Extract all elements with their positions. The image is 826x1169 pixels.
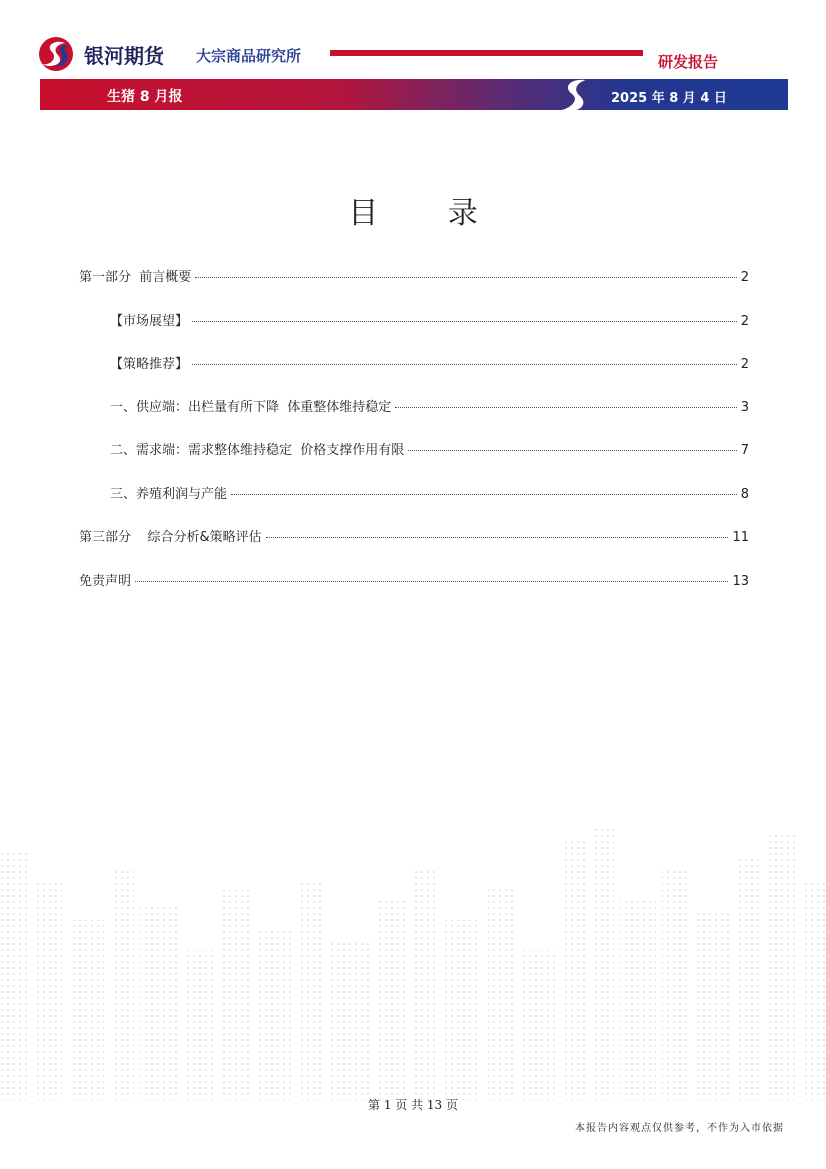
toc-entry[interactable] bbox=[110, 396, 749, 416]
toc-entry-label: 第一部分 前言概要 bbox=[79, 270, 192, 285]
toc-entry-page: 2 bbox=[740, 314, 749, 329]
toc-leader-dots bbox=[266, 537, 729, 538]
toc-leader-dots bbox=[135, 581, 728, 582]
toc-title: 目 录 bbox=[348, 196, 508, 231]
report-type: 研发报告 bbox=[658, 53, 719, 71]
toc-leader-dots bbox=[231, 494, 737, 495]
toc-entry-label: 【策略推荐】 bbox=[110, 357, 189, 372]
toc-entry-page: 3 bbox=[740, 400, 749, 415]
toc-entry-page: 8 bbox=[740, 487, 749, 502]
toc-entry[interactable] bbox=[110, 353, 749, 373]
toc-entry[interactable] bbox=[110, 483, 749, 503]
toc-leader-dots bbox=[195, 277, 736, 278]
toc-entry[interactable] bbox=[79, 570, 749, 590]
yinhe-logo-icon bbox=[38, 36, 78, 72]
toc-entry-page: 7 bbox=[740, 443, 749, 458]
toc-entry-page: 2 bbox=[740, 357, 749, 372]
header-divider-line bbox=[330, 50, 643, 56]
toc-entry-label: 三、养殖利润与产能 bbox=[110, 487, 228, 502]
toc-entry-page: 2 bbox=[740, 270, 749, 285]
toc-leader-dots bbox=[192, 321, 737, 322]
institute-name: 大宗商品研究所 bbox=[196, 47, 302, 65]
toc-entry-label: 第三部分 综合分析&策略评估 bbox=[79, 530, 262, 545]
toc-leader-dots bbox=[192, 364, 737, 365]
toc-leader-dots bbox=[395, 407, 736, 408]
toc-entry[interactable] bbox=[79, 526, 749, 546]
brand-name: 银河期货 bbox=[84, 44, 164, 68]
toc-entry[interactable] bbox=[110, 439, 749, 459]
report-title: 生猪 8 月报 bbox=[107, 89, 183, 105]
report-date: 2025 年 8 月 4 日 bbox=[611, 91, 727, 106]
toc-entry-page: 11 bbox=[732, 530, 749, 545]
toc-entry[interactable] bbox=[110, 310, 749, 330]
footer-disclaimer: 本报告内容观点仅供参考，不作为入市依据 bbox=[575, 1123, 784, 1134]
toc-entry-label: 【市场展望】 bbox=[110, 314, 189, 329]
swoosh-icon bbox=[556, 76, 596, 114]
page-number: 第 1 页 共 13 页 bbox=[368, 1098, 458, 1112]
toc-entry-label: 二、需求端：需求整体维持稳定 价格支撑作用有限 bbox=[110, 443, 405, 458]
toc-entry[interactable] bbox=[79, 266, 749, 286]
skyline-watermark bbox=[0, 810, 826, 1100]
toc-entry-label: 免责声明 bbox=[79, 574, 132, 589]
toc-entry-label: 一、供应端：出栏量有所下降 体重整体维持稳定 bbox=[110, 400, 392, 415]
toc-leader-dots bbox=[408, 450, 736, 451]
toc-entry-page: 13 bbox=[732, 574, 749, 589]
